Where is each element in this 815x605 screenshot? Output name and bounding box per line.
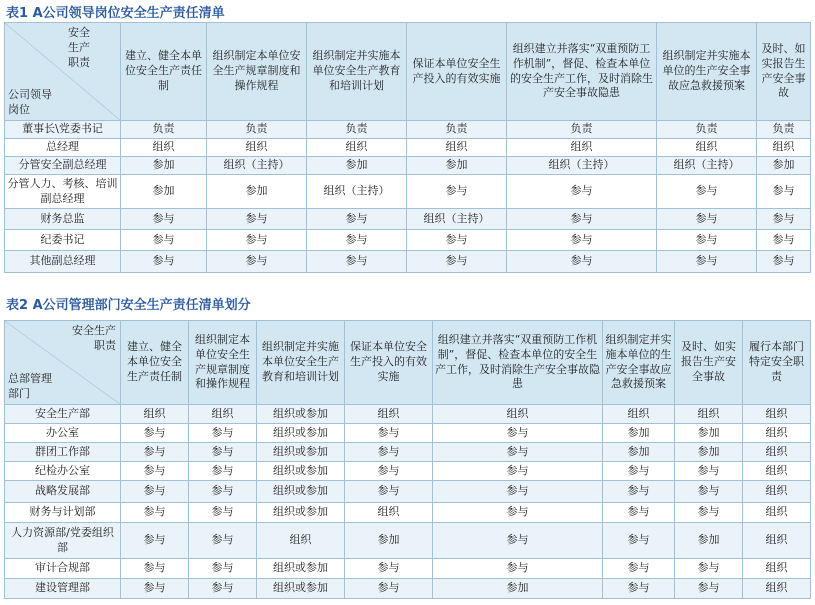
row-header: 纪检办公室 [5, 462, 121, 481]
table-cell: 参与 [507, 251, 657, 273]
table-row [5, 503, 811, 523]
table-cell: 组织 [257, 523, 345, 559]
table-cell: 组织或参加 [257, 462, 345, 481]
table1-col-header: 建立、健全本单位安全生产责任制 [121, 23, 207, 121]
table-cell: 参与 [757, 230, 811, 251]
table-cell: 参与 [307, 230, 407, 251]
table-cell: 参与 [657, 251, 757, 273]
table1-col-header: 组织建立并落实“双重预防工作机制”，督促、检查本单位的安全生产工作，及时消除生产安全事故隐患 [507, 23, 657, 121]
table2-col-header: 组织建立并落实“双重预防工作机制”，督促、检查本单位的安全生产工作，及时消除生产安全事故隐患 [433, 321, 603, 405]
table1-caption: 表1 A公司领导岗位安全生产责任清单 [6, 6, 225, 21]
table1-col-header: 组织制定并实施本单位安全生产教育和培训计划 [307, 23, 407, 121]
table-cell: 负责 [307, 121, 407, 139]
table-cell: 参与 [507, 175, 657, 209]
table-cell: 组织（主持） [207, 157, 307, 175]
table-cell: 参加 [433, 579, 603, 599]
table-cell: 组织 [189, 405, 257, 424]
table-cell: 参与 [507, 230, 657, 251]
table2-col-header: 组织制定本单位安全生产规章制度和操作规程 [189, 321, 257, 405]
table-cell: 组织 [345, 503, 433, 523]
table-cell: 参与 [121, 230, 207, 251]
table2-corner-bottom: 总部管理 部门 [8, 372, 52, 401]
table-cell: 负责 [121, 121, 207, 139]
table-cell: 参与 [189, 579, 257, 599]
table-cell: 参与 [345, 481, 433, 503]
table-cell: 组织 [307, 139, 407, 157]
table-cell: 组织或参加 [257, 424, 345, 443]
table1-col-header: 组织制定并实施本单位的生产安全事故应急救援预案 [657, 23, 757, 121]
table-cell: 组织 [121, 139, 207, 157]
table-cell: 组织 [345, 405, 433, 424]
table2-corner-header [5, 321, 121, 405]
table-cell: 参与 [675, 559, 743, 579]
table-row [5, 121, 811, 139]
table-cell: 参与 [121, 424, 189, 443]
table-cell: 参与 [433, 503, 603, 523]
table2-caption: 表2 A公司管理部门安全生产责任清单划分 [6, 298, 251, 313]
table-cell: 组织（主持） [407, 209, 507, 230]
table-cell: 负责 [207, 121, 307, 139]
row-header: 财务与计划部 [5, 503, 121, 523]
table-cell: 组织 [743, 503, 811, 523]
table-row [5, 424, 811, 443]
table-cell: 参与 [433, 424, 603, 443]
table-cell: 组织 [743, 443, 811, 462]
table-cell: 参加 [757, 157, 811, 175]
table-cell: 参与 [121, 523, 189, 559]
table-cell: 参与 [407, 230, 507, 251]
table-cell: 参与 [675, 579, 743, 599]
table1-corner-header [5, 23, 121, 121]
table-cell: 组织 [675, 405, 743, 424]
table-cell: 组织 [121, 405, 189, 424]
table-cell: 参与 [207, 209, 307, 230]
table-cell: 参与 [307, 251, 407, 273]
table-cell: 组织或参加 [257, 443, 345, 462]
table-cell: 组织（主持） [307, 175, 407, 209]
table-row [5, 579, 811, 599]
table-row [5, 139, 811, 157]
row-header: 安全生产部 [5, 405, 121, 424]
table-cell: 组织或参加 [257, 481, 345, 503]
row-header: 总经理 [5, 139, 121, 157]
table-row [5, 405, 811, 424]
table1-corner-top: 安全 生产 职责 [68, 26, 90, 69]
row-header: 群团工作部 [5, 443, 121, 462]
table-row [5, 251, 811, 273]
table-cell: 参与 [345, 462, 433, 481]
table-cell: 参与 [189, 503, 257, 523]
table-cell: 负责 [407, 121, 507, 139]
table-cell: 参与 [121, 209, 207, 230]
table-cell: 参与 [345, 424, 433, 443]
table-cell: 参与 [757, 209, 811, 230]
table-cell: 参加 [675, 443, 743, 462]
table-cell: 参与 [675, 481, 743, 503]
table2-col-header: 组织制定并实施本单位安全生产教育和培训计划 [257, 321, 345, 405]
table-cell: 参与 [121, 579, 189, 599]
table-cell: 参与 [407, 251, 507, 273]
table-row [5, 209, 811, 230]
table-cell: 参与 [121, 503, 189, 523]
table-cell: 参与 [121, 559, 189, 579]
table-row [5, 559, 811, 579]
table-cell: 参加 [307, 157, 407, 175]
table-row [5, 157, 811, 175]
table-row [5, 175, 811, 209]
table-cell: 参加 [121, 175, 207, 209]
table-cell: 参与 [345, 559, 433, 579]
table-cell: 参加 [603, 443, 675, 462]
row-header: 董事长\党委书记 [5, 121, 121, 139]
table-cell: 参与 [345, 579, 433, 599]
table-cell: 负责 [507, 121, 657, 139]
table-cell: 参与 [507, 209, 657, 230]
table-cell: 参与 [433, 443, 603, 462]
table-cell: 参与 [603, 579, 675, 599]
table-cell: 参与 [657, 230, 757, 251]
table-cell: 参加 [675, 523, 743, 559]
table-cell: 参与 [675, 503, 743, 523]
table1-col-header: 保证本单位安全生产投入的有效实施 [407, 23, 507, 121]
table-cell: 组织 [743, 559, 811, 579]
table-cell: 组织（主持） [507, 157, 657, 175]
table-cell: 参加 [207, 175, 307, 209]
table1-corner-bottom: 公司领导 岗位 [8, 88, 52, 117]
table-cell: 参加 [345, 523, 433, 559]
table-cell: 参与 [675, 462, 743, 481]
row-header: 建设管理部 [5, 579, 121, 599]
table-cell: 参加 [603, 424, 675, 443]
row-header: 分管安全副总经理 [5, 157, 121, 175]
table-cell: 参与 [407, 175, 507, 209]
table-cell: 参与 [121, 481, 189, 503]
table-cell: 参与 [603, 559, 675, 579]
table2-col-header: 及时、如实报告生产安全事故 [675, 321, 743, 405]
table-row [5, 443, 811, 462]
row-header: 财务总监 [5, 209, 121, 230]
table-row [5, 481, 811, 503]
table-cell: 参与 [603, 481, 675, 503]
table-cell: 参与 [433, 523, 603, 559]
table-cell: 参与 [121, 462, 189, 481]
row-header: 审计合规部 [5, 559, 121, 579]
table-cell: 参与 [345, 443, 433, 462]
table-cell: 参与 [189, 481, 257, 503]
row-header: 人力资源部/党委组织部 [5, 523, 121, 559]
table-cell: 组织或参加 [257, 559, 345, 579]
table-cell: 组织 [207, 139, 307, 157]
table-cell: 参加 [121, 157, 207, 175]
table-cell: 负责 [657, 121, 757, 139]
table-cell: 组织或参加 [257, 503, 345, 523]
table-row [5, 523, 811, 559]
table2-col-header: 组织制定并实施本单位的生产安全事故应急救援预案 [603, 321, 675, 405]
table-cell: 组织 [743, 462, 811, 481]
table-cell: 参与 [121, 251, 207, 273]
row-header: 纪委书记 [5, 230, 121, 251]
table-cell: 参与 [433, 481, 603, 503]
table-cell: 组织 [743, 481, 811, 503]
table-row [5, 230, 811, 251]
table1-col-header: 及时、如实报告生产安全事故 [757, 23, 811, 121]
table-cell: 参与 [657, 175, 757, 209]
table-cell: 参与 [207, 230, 307, 251]
table-cell: 参与 [603, 503, 675, 523]
table-cell: 参与 [757, 175, 811, 209]
table-cell: 组织 [743, 405, 811, 424]
table-cell: 参与 [657, 209, 757, 230]
table1 [4, 22, 811, 273]
table-cell: 组织（主持） [657, 157, 757, 175]
table-cell: 参与 [189, 559, 257, 579]
table-cell: 参与 [189, 523, 257, 559]
table-cell: 组织或参加 [257, 579, 345, 599]
table-cell: 负责 [757, 121, 811, 139]
table-cell: 参与 [603, 462, 675, 481]
table-cell: 参与 [307, 209, 407, 230]
table-row [5, 462, 811, 481]
table-cell: 组织 [743, 579, 811, 599]
table-cell: 组织 [657, 139, 757, 157]
row-header: 其他副总经理 [5, 251, 121, 273]
table-cell: 参与 [757, 251, 811, 273]
row-header: 战略发展部 [5, 481, 121, 503]
row-header: 分管人力、考核、培训副总经理 [5, 175, 121, 209]
table-cell: 参与 [433, 462, 603, 481]
table2-col-header: 建立、健全本单位安全生产责任制 [121, 321, 189, 405]
table2-col-header: 履行本部门特定安全职责 [743, 321, 811, 405]
table-cell: 组织 [743, 424, 811, 443]
table-cell: 参与 [603, 523, 675, 559]
table-cell: 组织或参加 [257, 405, 345, 424]
table-cell: 组织 [743, 523, 811, 559]
table2-corner-top: 安全生产 职责 [72, 324, 116, 352]
table-cell: 组织 [757, 139, 811, 157]
table-cell: 参加 [675, 424, 743, 443]
table-cell: 组织 [507, 139, 657, 157]
table-cell: 参与 [189, 462, 257, 481]
table-cell: 参加 [407, 157, 507, 175]
table1-col-header: 组织制定本单位安全生产规章制度和操作规程 [207, 23, 307, 121]
row-header: 办公室 [5, 424, 121, 443]
table-cell: 组织 [603, 405, 675, 424]
table-cell: 参与 [189, 424, 257, 443]
table2 [4, 320, 811, 599]
table-cell: 参与 [121, 443, 189, 462]
table-cell: 参与 [189, 443, 257, 462]
table-cell: 组织 [407, 139, 507, 157]
table-cell: 组织 [433, 405, 603, 424]
table-cell: 参与 [207, 251, 307, 273]
table-cell: 参与 [433, 559, 603, 579]
table2-col-header: 保证本单位安全生产投入的有效实施 [345, 321, 433, 405]
